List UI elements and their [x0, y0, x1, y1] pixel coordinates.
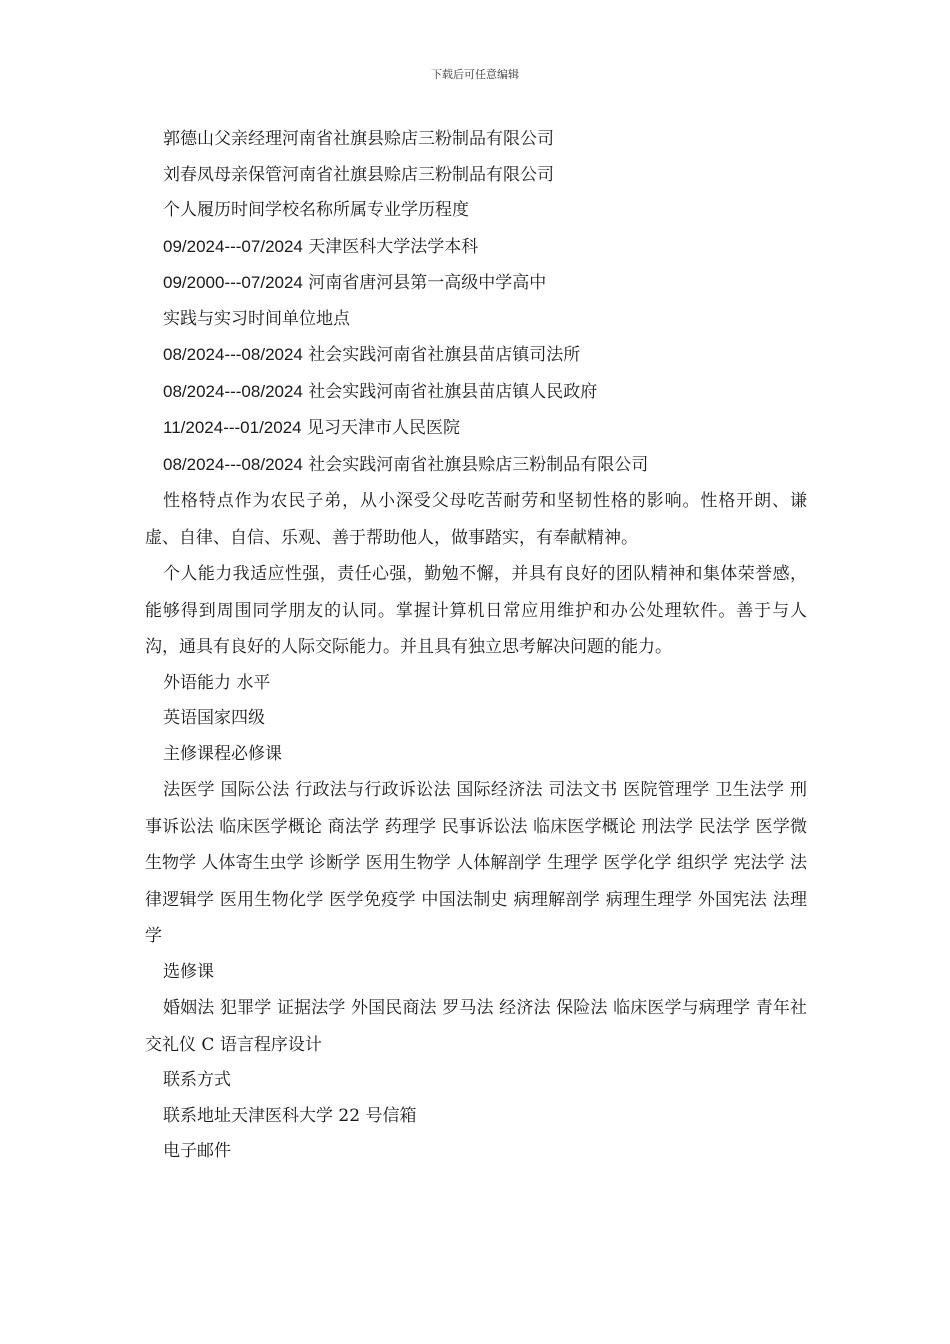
required-courses: 法医学 国际公法 行政法与行政诉讼法 国际经济法 司法文书 医院管理学 卫生法学 刑事诉讼法 临床医学概论 商法学 药理学 民事诉讼法 临床医学概论 刑法学 民法学 医学微生物学 人体寄生虫学 诊断学 医用生物学 人体解剖学 生理学 医学化学 组织学 宪法学 法律逻辑学 医用生物化学 医学免疫学 中国法制史 病理解剖学 病理生理学 外国宪法 法理学	[145, 780, 807, 946]
page-header-note: 下载后可任意编辑	[431, 68, 519, 81]
education-detail: 河南省唐河县第一高级中学高中	[308, 273, 547, 293]
personality-paragraph: 性格特点作为农民子弟，从小深受父母吃苦耐劳和坚韧性格的影响。性格开朗、谦虚、自律、自信、乐观、善于帮助他人，做事踏实，有奉献精神。	[145, 491, 807, 548]
practice-detail: 社会实践河南省社旗县赊店三粉制品有限公司	[308, 454, 649, 475]
contact-address: 联系地址天津医科大学 22 号信箱	[163, 1105, 417, 1126]
education-dates: 09/2000---07/2024	[163, 273, 303, 292]
family-member-father: 郭德山父亲经理河南省社旗县赊店三粉制品有限公司	[163, 129, 554, 149]
education-dates: 09/2024---07/2024	[163, 236, 303, 256]
elective-heading: 选修课	[163, 961, 214, 982]
practice-detail: 社会实践河南省社旗县苗店镇司法所	[308, 345, 581, 365]
practice-row	[145, 337, 807, 374]
contact-heading: 联系方式	[163, 1070, 231, 1090]
ability-paragraph: 个人能力我适应性强，责任心强，勤勉不懈，并具有良好的团队精神和集体荣誉感，能够得到周围同学朋友的认同。掌握计算机日常应用维护和办公处理软件。善于与人沟，通具有良好的人际交际能力。并且具有独立思考解决问题的能力。	[145, 564, 807, 657]
practice-detail: 社会实践河南省社旗县苗店镇人民政府	[308, 381, 598, 402]
language-heading: 外语能力 水平	[163, 672, 271, 693]
education-heading: 个人履历时间学校名称所属专业学历程度	[163, 200, 469, 220]
practice-detail: 见习天津市人民医院	[307, 418, 461, 438]
practice-dates: 11/2024---01/2024	[163, 418, 302, 437]
practice-dates: 08/2024---08/2024	[163, 345, 303, 364]
practice-dates: 08/2024---08/2024	[163, 454, 303, 474]
elective-courses: 婚姻法 犯罪学 证据法学 外国民商法 罗马法 经济法 保险法 临床医学与病理学 青年社交礼仪 C 语言程序设计	[145, 998, 807, 1055]
education-row	[145, 229, 807, 266]
courses-heading: 主修课程必修课	[163, 743, 282, 764]
practice-heading: 实践与实习时间单位地点	[163, 308, 350, 329]
education-detail: 天津医科大学法学本科	[308, 236, 479, 257]
practice-dates: 08/2024---08/2024	[163, 381, 303, 401]
language-level: 英语国家四级	[163, 708, 265, 728]
family-member-mother: 刘春凤母亲保管河南省社旗县赊店三粉制品有限公司	[163, 164, 554, 185]
contact-email-label: 电子邮件	[163, 1141, 231, 1161]
practice-row	[145, 374, 807, 411]
practice-row	[145, 410, 807, 447]
document-body	[145, 122, 807, 1170]
practice-row	[145, 447, 807, 484]
education-row	[145, 265, 807, 302]
